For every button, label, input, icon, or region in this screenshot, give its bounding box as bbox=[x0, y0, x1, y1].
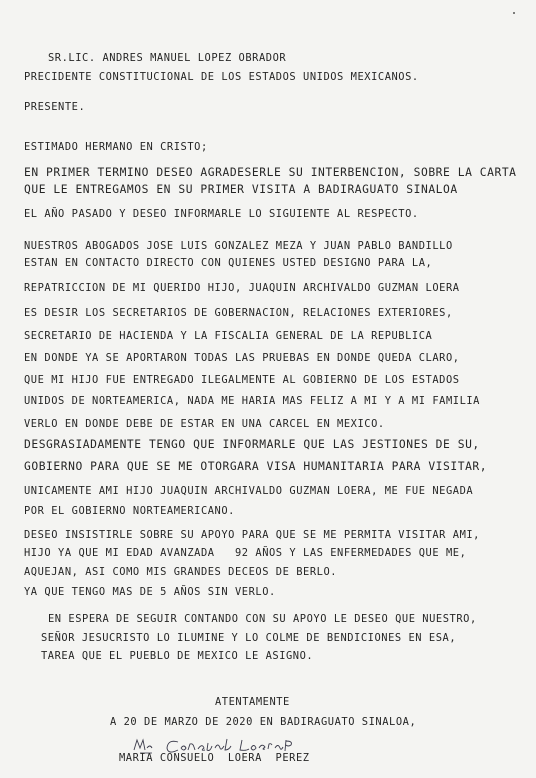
paragraph-5-line-2: SEÑOR JESUCRISTO LO ILUMINE Y LO COLME DE BENDICIONES EN ESA, bbox=[41, 632, 457, 644]
paragraph-2-line-7: QUE MI HIJO FUE ENTREGADO ILEGALMENTE AL GOBIERNO DE LOS ESTADOS bbox=[24, 374, 460, 386]
addressee-title: PRECIDENTE CONSTITUCIONAL DE LOS ESTADOS UNIDOS MEXICANOS. bbox=[24, 71, 419, 83]
paragraph-4-line-2: HIJO YA QUE MI EDAD AVANZADA 92 AÑOS Y LAS ENFERMEDADES QUE ME, bbox=[24, 547, 467, 559]
paragraph-2-line-3: REPATRICCION DE MI QUERIDO HIJO, JUAQUIN ARCHIVALDO GUZMAN LOERA bbox=[24, 282, 460, 294]
paragraph-3-line-3: UNICAMENTE AMI HIJO JUAQUIN ARCHIVALDO GUZMAN LOERA, ME FUE NEGADA bbox=[24, 485, 474, 497]
paragraph-1-line-1: EN PRIMER TERMINO DESEO AGRADESERLE SU INTERBENCION, SOBRE LA CARTA bbox=[24, 166, 517, 179]
paragraph-3-line-1: DESGRASIADAMENTE TENGO QUE INFORMARLE QUE LAS JESTIONES DE SU, bbox=[24, 438, 480, 451]
paragraph-1-line-2: QUE LE ENTREGAMOS EN SU PRIMER VISITA A BADIRAGUATO SINALOA bbox=[24, 183, 458, 196]
paragraph-2-line-4: ES DESIR LOS SECRETARIOS DE GOBERNACION, RELACIONES EXTERIORES, bbox=[24, 307, 453, 319]
speck-mark bbox=[513, 12, 515, 14]
paragraph-3-line-4: POR EL GOBIERNO NORTEAMERICANO. bbox=[24, 505, 235, 517]
paragraph-2-line-5: SECRETARIO DE HACIENDA Y LA FISCALIA GENERAL DE LA REPUBLICA bbox=[24, 330, 433, 342]
paragraph-2-line-2: ESTAN EN CONTACTO DIRECTO CON QUIENES USTED DESIGNO PARA LA, bbox=[24, 257, 433, 269]
presente-line: PRESENTE. bbox=[24, 101, 86, 113]
paragraph-5-line-3: TAREA QUE EL PUEBLO DE MEXICO LE ASIGNO. bbox=[41, 650, 314, 662]
paragraph-5-line-1: EN ESPERA DE SEGUIR CONTANDO CON SU APOYO LE DESEO QUE NUESTRO, bbox=[48, 613, 477, 625]
paragraph-2-line-6: EN DONDE YA SE APORTARON TODAS LAS PRUEBAS EN DONDE QUEDA CLARO, bbox=[24, 352, 460, 364]
paragraph-1-line-3: EL AÑO PASADO Y DESEO INFORMARLE LO SIGUIENTE AL RESPECTO. bbox=[24, 208, 419, 220]
paragraph-2-line-8: UNIDOS DE NORTEAMERICA, NADA ME HARIA MAS FELIZ A MI Y A MI FAMILIA bbox=[24, 395, 480, 407]
paragraph-2-line-9: VERLO EN DONDE DEBE DE ESTAR EN UNA CARCEL EN MEXICO. bbox=[24, 418, 385, 430]
paragraph-2-line-1: NUESTROS ABOGADOS JOSE LUIS GONZALEZ MEZA Y JUAN PABLO BANDILLO bbox=[24, 240, 453, 252]
closing: ATENTAMENTE bbox=[215, 696, 290, 708]
salutation: ESTIMADO HERMANO EN CRISTO; bbox=[24, 141, 208, 153]
signer-name: MARIA CONSUELO LOERA PEREZ bbox=[119, 752, 310, 764]
place-date: A 20 DE MARZO DE 2020 EN BADIRAGUATO SINALOA, bbox=[110, 716, 417, 728]
paragraph-3-line-2: GOBIERNO PARA QUE SE ME OTORGARA VISA HUMANITARIA PARA VISITAR, bbox=[24, 460, 488, 473]
paragraph-4-line-3: AQUEJAN, ASI COMO MIS GRANDES DECEOS DE BERLO. bbox=[24, 566, 338, 578]
addressee-name: SR.LIC. ANDRES MANUEL LOPEZ OBRADOR bbox=[48, 52, 287, 64]
paragraph-4-line-1: DESEO INSISTIRLE SOBRE SU APOYO PARA QUE SE ME PERMITA VISITAR AMI, bbox=[24, 529, 480, 541]
paragraph-4-line-4: YA QUE TENGO MAS DE 5 AÑOS SIN VERLO. bbox=[24, 586, 276, 598]
